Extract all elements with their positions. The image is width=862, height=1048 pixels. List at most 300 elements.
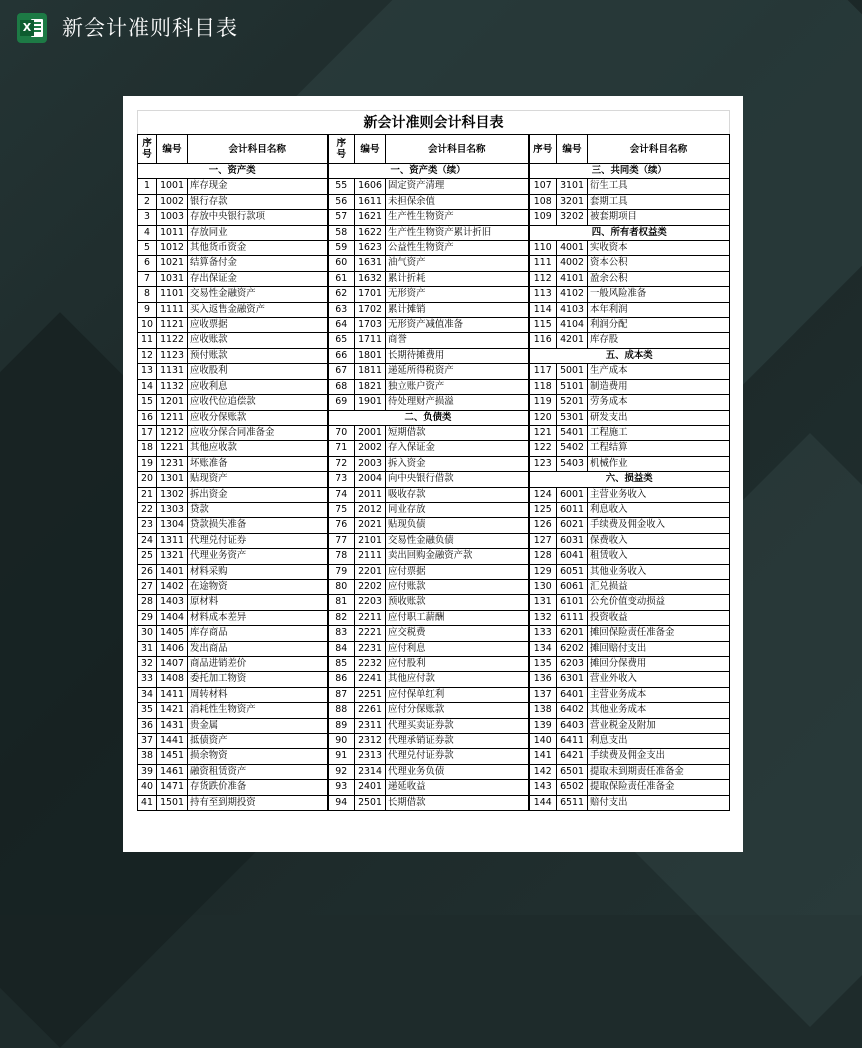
account-name-cell: 应收票据 bbox=[188, 318, 328, 333]
seq-cell: 122 bbox=[529, 441, 557, 456]
account-name-cell: 公允价值变动损益 bbox=[588, 595, 730, 610]
seq-cell: 26 bbox=[138, 564, 157, 579]
seq-cell: 131 bbox=[529, 595, 557, 610]
seq-cell: 4 bbox=[138, 225, 157, 240]
code-cell: 1621 bbox=[355, 210, 386, 225]
code-cell: 6051 bbox=[557, 564, 588, 579]
seq-cell: 84 bbox=[328, 641, 355, 656]
account-name-cell: 发出商品 bbox=[188, 641, 328, 656]
code-cell: 2012 bbox=[355, 502, 386, 517]
account-name-cell: 公益性生物资产 bbox=[386, 241, 529, 256]
account-name-cell: 商誉 bbox=[386, 333, 529, 348]
account-name-cell: 油气资产 bbox=[386, 256, 529, 271]
seq-cell: 21 bbox=[138, 487, 157, 502]
account-name-cell: 贵金属 bbox=[188, 718, 328, 733]
code-cell: 1231 bbox=[157, 456, 188, 471]
table-row bbox=[138, 703, 730, 718]
code-cell: 2232 bbox=[355, 657, 386, 672]
seq-cell: 71 bbox=[328, 441, 355, 456]
seq-cell: 116 bbox=[529, 333, 557, 348]
account-name-cell: 其他业务成本 bbox=[588, 703, 730, 718]
account-name-cell: 劳务成本 bbox=[588, 395, 730, 410]
seq-cell: 66 bbox=[328, 348, 355, 363]
section-header: 二、负债类 bbox=[328, 410, 529, 425]
table-row bbox=[138, 441, 730, 456]
app-header bbox=[0, 0, 862, 56]
seq-cell: 64 bbox=[328, 318, 355, 333]
account-name-cell: 生产性生物资产 bbox=[386, 210, 529, 225]
account-table bbox=[137, 134, 730, 811]
code-cell: 2312 bbox=[355, 734, 386, 749]
code-cell: 6101 bbox=[557, 595, 588, 610]
code-cell: 6403 bbox=[557, 718, 588, 733]
table-row bbox=[138, 241, 730, 256]
seq-cell: 73 bbox=[328, 472, 355, 487]
code-cell: 1623 bbox=[355, 241, 386, 256]
seq-cell: 23 bbox=[138, 518, 157, 533]
code-cell: 1403 bbox=[157, 595, 188, 610]
account-name-cell: 机械作业 bbox=[588, 456, 730, 471]
account-name-cell: 递延所得税资产 bbox=[386, 364, 529, 379]
seq-cell: 28 bbox=[138, 595, 157, 610]
table-row bbox=[138, 302, 730, 317]
section-header: 五、成本类 bbox=[529, 348, 730, 363]
account-name-cell: 其他应收款 bbox=[188, 441, 328, 456]
account-name-cell: 应付保单红利 bbox=[386, 687, 529, 702]
code-cell: 2201 bbox=[355, 564, 386, 579]
seq-cell: 81 bbox=[328, 595, 355, 610]
code-cell: 5101 bbox=[557, 379, 588, 394]
seq-cell: 85 bbox=[328, 657, 355, 672]
account-name-cell: 存出保证金 bbox=[188, 271, 328, 286]
code-cell: 2241 bbox=[355, 672, 386, 687]
code-cell: 1301 bbox=[157, 472, 188, 487]
code-cell: 6041 bbox=[557, 549, 588, 564]
seq-cell: 36 bbox=[138, 718, 157, 733]
code-cell: 5401 bbox=[557, 425, 588, 440]
account-name-cell: 应收股利 bbox=[188, 364, 328, 379]
code-cell: 2401 bbox=[355, 780, 386, 795]
code-cell: 1632 bbox=[355, 271, 386, 286]
spreadsheet-page bbox=[123, 96, 743, 852]
seq-cell: 137 bbox=[529, 687, 557, 702]
seq-cell: 57 bbox=[328, 210, 355, 225]
account-name-cell: 租赁收入 bbox=[588, 549, 730, 564]
account-name-cell: 在途物资 bbox=[188, 579, 328, 594]
table-row bbox=[138, 456, 730, 471]
code-cell: 1111 bbox=[157, 302, 188, 317]
code-cell: 1303 bbox=[157, 502, 188, 517]
code-cell: 1012 bbox=[157, 241, 188, 256]
seq-cell: 124 bbox=[529, 487, 557, 502]
account-name-cell: 盈余公积 bbox=[588, 271, 730, 286]
seq-cell: 135 bbox=[529, 657, 557, 672]
seq-cell: 1 bbox=[138, 179, 157, 194]
account-name-cell: 独立账户资产 bbox=[386, 379, 529, 394]
seq-cell: 89 bbox=[328, 718, 355, 733]
account-name-cell: 存货跌价准备 bbox=[188, 780, 328, 795]
account-name-cell: 利润分配 bbox=[588, 318, 730, 333]
code-cell: 1471 bbox=[157, 780, 188, 795]
seq-cell: 8 bbox=[138, 287, 157, 302]
table-row bbox=[138, 595, 730, 610]
seq-cell: 117 bbox=[529, 364, 557, 379]
code-cell: 6011 bbox=[557, 502, 588, 517]
account-name-cell: 其他货币资金 bbox=[188, 241, 328, 256]
seq-cell: 88 bbox=[328, 703, 355, 718]
account-name-cell: 长期借款 bbox=[386, 795, 529, 810]
account-name-cell: 应付股利 bbox=[386, 657, 529, 672]
account-name-cell: 应付分保账款 bbox=[386, 703, 529, 718]
code-cell: 4103 bbox=[557, 302, 588, 317]
account-name-cell: 营业税金及附加 bbox=[588, 718, 730, 733]
account-name-cell: 代理业务资产 bbox=[188, 549, 328, 564]
table-row bbox=[138, 472, 730, 487]
account-name-cell: 持有至到期投资 bbox=[188, 795, 328, 810]
code-cell: 1406 bbox=[157, 641, 188, 656]
table-row bbox=[138, 333, 730, 348]
account-name-cell: 主营业务成本 bbox=[588, 687, 730, 702]
seq-cell: 78 bbox=[328, 549, 355, 564]
account-name-cell: 工程结算 bbox=[588, 441, 730, 456]
table-row bbox=[138, 379, 730, 394]
code-cell: 1101 bbox=[157, 287, 188, 302]
seq-cell: 25 bbox=[138, 549, 157, 564]
code-cell: 2231 bbox=[355, 641, 386, 656]
code-cell: 1606 bbox=[355, 179, 386, 194]
seq-cell: 128 bbox=[529, 549, 557, 564]
code-cell: 3202 bbox=[557, 210, 588, 225]
account-name-cell: 汇兑损益 bbox=[588, 579, 730, 594]
code-cell: 1404 bbox=[157, 610, 188, 625]
account-name-cell: 消耗性生物资产 bbox=[188, 703, 328, 718]
header-code: 编号 bbox=[157, 135, 188, 164]
seq-cell: 18 bbox=[138, 441, 157, 456]
code-cell: 6421 bbox=[557, 749, 588, 764]
seq-cell: 69 bbox=[328, 395, 355, 410]
code-cell: 1311 bbox=[157, 533, 188, 548]
account-name-cell: 贷款损失准备 bbox=[188, 518, 328, 533]
account-name-cell: 生产性生物资产累计折旧 bbox=[386, 225, 529, 240]
table-row bbox=[138, 518, 730, 533]
table-row bbox=[138, 225, 730, 240]
header-code: 编号 bbox=[355, 135, 386, 164]
account-name-cell: 卖出回购金融资产款 bbox=[386, 549, 529, 564]
account-name-cell: 库存现金 bbox=[188, 179, 328, 194]
code-cell: 6301 bbox=[557, 672, 588, 687]
code-cell: 6061 bbox=[557, 579, 588, 594]
code-cell: 1321 bbox=[157, 549, 188, 564]
code-cell: 2202 bbox=[355, 579, 386, 594]
code-cell: 2111 bbox=[355, 549, 386, 564]
header-row bbox=[138, 135, 730, 164]
account-name-cell: 买入返售金融资产 bbox=[188, 302, 328, 317]
code-cell: 2001 bbox=[355, 425, 386, 440]
table-row bbox=[138, 734, 730, 749]
code-cell: 1302 bbox=[157, 487, 188, 502]
code-cell: 1701 bbox=[355, 287, 386, 302]
seq-cell: 134 bbox=[529, 641, 557, 656]
code-cell: 1901 bbox=[355, 395, 386, 410]
table-row bbox=[138, 672, 730, 687]
account-name-cell: 其他业务收入 bbox=[588, 564, 730, 579]
seq-cell: 32 bbox=[138, 657, 157, 672]
seq-cell: 65 bbox=[328, 333, 355, 348]
seq-cell: 70 bbox=[328, 425, 355, 440]
account-name-cell: 被套期项目 bbox=[588, 210, 730, 225]
code-cell: 1121 bbox=[157, 318, 188, 333]
account-name-cell: 本年利润 bbox=[588, 302, 730, 317]
account-name-cell: 委托加工物资 bbox=[188, 672, 328, 687]
code-cell: 1405 bbox=[157, 626, 188, 641]
code-cell: 1201 bbox=[157, 395, 188, 410]
code-cell: 1401 bbox=[157, 564, 188, 579]
seq-cell: 143 bbox=[529, 780, 557, 795]
seq-cell: 139 bbox=[529, 718, 557, 733]
table-row bbox=[138, 194, 730, 209]
code-cell: 1461 bbox=[157, 764, 188, 779]
table-row bbox=[138, 564, 730, 579]
table-row bbox=[138, 502, 730, 517]
section-header: 一、资产类（续） bbox=[328, 164, 529, 179]
account-name-cell: 一般风险准备 bbox=[588, 287, 730, 302]
seq-cell: 110 bbox=[529, 241, 557, 256]
table-row bbox=[138, 780, 730, 795]
code-cell: 1031 bbox=[157, 271, 188, 286]
seq-cell: 9 bbox=[138, 302, 157, 317]
table-row bbox=[138, 641, 730, 656]
code-cell: 3201 bbox=[557, 194, 588, 209]
seq-cell: 144 bbox=[529, 795, 557, 810]
account-name-cell: 应收分保账款 bbox=[188, 410, 328, 425]
seq-cell: 109 bbox=[529, 210, 557, 225]
code-cell: 1711 bbox=[355, 333, 386, 348]
seq-cell: 92 bbox=[328, 764, 355, 779]
seq-cell: 67 bbox=[328, 364, 355, 379]
seq-cell: 14 bbox=[138, 379, 157, 394]
code-cell: 1002 bbox=[157, 194, 188, 209]
account-name-cell: 手续费及佣金收入 bbox=[588, 518, 730, 533]
account-name-cell: 交易性金融资产 bbox=[188, 287, 328, 302]
table-row bbox=[138, 487, 730, 502]
section-header: 一、资产类 bbox=[138, 164, 328, 179]
code-cell: 1407 bbox=[157, 657, 188, 672]
table-row bbox=[138, 687, 730, 702]
code-cell: 2002 bbox=[355, 441, 386, 456]
code-cell: 1123 bbox=[157, 348, 188, 363]
seq-cell: 20 bbox=[138, 472, 157, 487]
code-cell: 6501 bbox=[557, 764, 588, 779]
seq-cell: 39 bbox=[138, 764, 157, 779]
code-cell: 1421 bbox=[157, 703, 188, 718]
account-name-cell: 制造费用 bbox=[588, 379, 730, 394]
code-cell: 2311 bbox=[355, 718, 386, 733]
account-name-cell: 代理兑付证券款 bbox=[386, 749, 529, 764]
header-name: 会计科目名称 bbox=[386, 135, 529, 164]
table-row bbox=[138, 749, 730, 764]
seq-cell: 24 bbox=[138, 533, 157, 548]
seq-cell: 76 bbox=[328, 518, 355, 533]
account-name-cell: 库存股 bbox=[588, 333, 730, 348]
seq-cell: 68 bbox=[328, 379, 355, 394]
account-name-cell: 存放同业 bbox=[188, 225, 328, 240]
table-row bbox=[138, 549, 730, 564]
account-name-cell: 材料成本差异 bbox=[188, 610, 328, 625]
seq-cell: 90 bbox=[328, 734, 355, 749]
seq-cell: 112 bbox=[529, 271, 557, 286]
account-name-cell: 套期工具 bbox=[588, 194, 730, 209]
seq-cell: 133 bbox=[529, 626, 557, 641]
account-name-cell: 固定资产清理 bbox=[386, 179, 529, 194]
seq-cell: 119 bbox=[529, 395, 557, 410]
seq-cell: 126 bbox=[529, 518, 557, 533]
code-cell: 1441 bbox=[157, 734, 188, 749]
code-cell: 6021 bbox=[557, 518, 588, 533]
code-cell: 4201 bbox=[557, 333, 588, 348]
seq-cell: 94 bbox=[328, 795, 355, 810]
account-name-cell: 周转材料 bbox=[188, 687, 328, 702]
seq-cell: 38 bbox=[138, 749, 157, 764]
seq-cell: 142 bbox=[529, 764, 557, 779]
account-name-cell: 应付利息 bbox=[386, 641, 529, 656]
code-cell: 2261 bbox=[355, 703, 386, 718]
code-cell: 2203 bbox=[355, 595, 386, 610]
excel-icon: X bbox=[17, 13, 47, 43]
code-cell: 2251 bbox=[355, 687, 386, 702]
header-seq: 序号 bbox=[529, 135, 557, 164]
code-cell: 5001 bbox=[557, 364, 588, 379]
account-name-cell: 应付账款 bbox=[386, 579, 529, 594]
seq-cell: 34 bbox=[138, 687, 157, 702]
code-cell: 1611 bbox=[355, 194, 386, 209]
sheet-title: 新会计准则会计科目表 bbox=[137, 110, 730, 135]
seq-cell: 138 bbox=[529, 703, 557, 718]
account-name-cell: 利息收入 bbox=[588, 502, 730, 517]
code-cell: 2004 bbox=[355, 472, 386, 487]
seq-cell: 82 bbox=[328, 610, 355, 625]
account-name-cell: 摊回保险责任准备金 bbox=[588, 626, 730, 641]
seq-cell: 91 bbox=[328, 749, 355, 764]
account-name-cell: 利息支出 bbox=[588, 734, 730, 749]
code-cell: 6111 bbox=[557, 610, 588, 625]
seq-cell: 74 bbox=[328, 487, 355, 502]
seq-cell: 37 bbox=[138, 734, 157, 749]
account-name-cell: 工程施工 bbox=[588, 425, 730, 440]
table-row bbox=[138, 657, 730, 672]
account-name-cell: 短期借款 bbox=[386, 425, 529, 440]
seq-cell: 56 bbox=[328, 194, 355, 209]
seq-cell: 140 bbox=[529, 734, 557, 749]
seq-cell: 59 bbox=[328, 241, 355, 256]
account-name-cell: 资本公积 bbox=[588, 256, 730, 271]
account-name-cell: 预收账款 bbox=[386, 595, 529, 610]
account-name-cell: 应交税费 bbox=[386, 626, 529, 641]
table-row bbox=[138, 318, 730, 333]
table-row bbox=[138, 579, 730, 594]
table-row bbox=[138, 271, 730, 286]
code-cell: 6001 bbox=[557, 487, 588, 502]
seq-cell: 10 bbox=[138, 318, 157, 333]
account-name-cell: 待处理财产损溢 bbox=[386, 395, 529, 410]
seq-cell: 108 bbox=[529, 194, 557, 209]
code-cell: 3101 bbox=[557, 179, 588, 194]
seq-cell: 29 bbox=[138, 610, 157, 625]
account-name-cell: 融资租赁资产 bbox=[188, 764, 328, 779]
code-cell: 2221 bbox=[355, 626, 386, 641]
code-cell: 1801 bbox=[355, 348, 386, 363]
seq-cell: 87 bbox=[328, 687, 355, 702]
seq-cell: 127 bbox=[529, 533, 557, 548]
code-cell: 1304 bbox=[157, 518, 188, 533]
account-name-cell: 应收代位追偿款 bbox=[188, 395, 328, 410]
account-name-cell: 预付账款 bbox=[188, 348, 328, 363]
account-name-cell: 累计折耗 bbox=[386, 271, 529, 286]
account-name-cell: 银行存款 bbox=[188, 194, 328, 209]
code-cell: 4101 bbox=[557, 271, 588, 286]
seq-cell: 40 bbox=[138, 780, 157, 795]
header-seq: 序 号 bbox=[138, 135, 157, 164]
section-header: 三、共同类（续） bbox=[529, 164, 730, 179]
code-cell: 4001 bbox=[557, 241, 588, 256]
seq-cell: 22 bbox=[138, 502, 157, 517]
account-name-cell: 坏账准备 bbox=[188, 456, 328, 471]
seq-cell: 31 bbox=[138, 641, 157, 656]
table-row bbox=[138, 410, 730, 425]
code-cell: 1021 bbox=[157, 256, 188, 271]
seq-cell: 125 bbox=[529, 502, 557, 517]
account-name-cell: 贴现资产 bbox=[188, 472, 328, 487]
code-cell: 2501 bbox=[355, 795, 386, 810]
code-cell: 1212 bbox=[157, 425, 188, 440]
code-cell: 1003 bbox=[157, 210, 188, 225]
account-name-cell: 应收账款 bbox=[188, 333, 328, 348]
account-name-cell: 递延收益 bbox=[386, 780, 529, 795]
account-name-cell: 同业存放 bbox=[386, 502, 529, 517]
seq-cell: 6 bbox=[138, 256, 157, 271]
code-cell: 6511 bbox=[557, 795, 588, 810]
code-cell: 1631 bbox=[355, 256, 386, 271]
code-cell: 1811 bbox=[355, 364, 386, 379]
code-cell: 1402 bbox=[157, 579, 188, 594]
table-row bbox=[138, 795, 730, 810]
account-name-cell: 研发支出 bbox=[588, 410, 730, 425]
account-name-cell: 拆出资金 bbox=[188, 487, 328, 502]
seq-cell: 58 bbox=[328, 225, 355, 240]
account-name-cell: 商品进销差价 bbox=[188, 657, 328, 672]
code-cell: 1221 bbox=[157, 441, 188, 456]
code-cell: 4102 bbox=[557, 287, 588, 302]
seq-cell: 141 bbox=[529, 749, 557, 764]
code-cell: 5301 bbox=[557, 410, 588, 425]
account-name-cell: 代理业务负债 bbox=[386, 764, 529, 779]
account-name-cell: 无形资产减值准备 bbox=[386, 318, 529, 333]
seq-cell: 17 bbox=[138, 425, 157, 440]
code-cell: 5402 bbox=[557, 441, 588, 456]
code-cell: 2313 bbox=[355, 749, 386, 764]
account-name-cell: 贷款 bbox=[188, 502, 328, 517]
seq-cell: 11 bbox=[138, 333, 157, 348]
seq-cell: 3 bbox=[138, 210, 157, 225]
seq-cell: 27 bbox=[138, 579, 157, 594]
seq-cell: 113 bbox=[529, 287, 557, 302]
seq-cell: 136 bbox=[529, 672, 557, 687]
table-row bbox=[138, 164, 730, 179]
seq-cell: 115 bbox=[529, 318, 557, 333]
code-cell: 5201 bbox=[557, 395, 588, 410]
code-cell: 1431 bbox=[157, 718, 188, 733]
account-name-cell: 交易性金融负债 bbox=[386, 533, 529, 548]
account-name-cell: 投资收益 bbox=[588, 610, 730, 625]
